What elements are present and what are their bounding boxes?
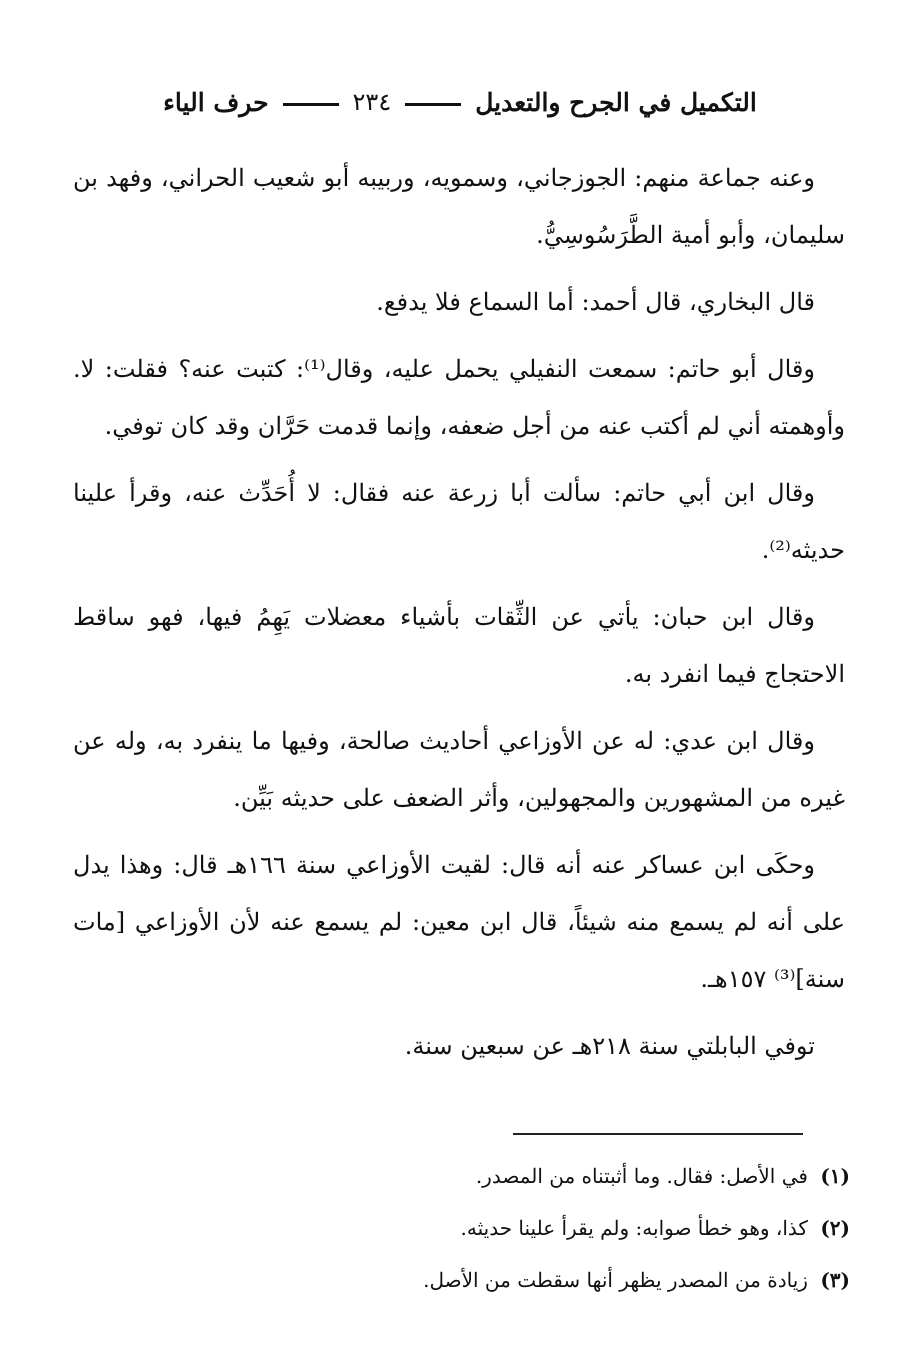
paragraph-students: وعنه جماعة منهم: الجوزجاني، وسمويه، وربيبه أبو شعيب الحراني، وفهد بن سليمان، وأبو أمية الطَّرَسُوسِيُّ.	[73, 164, 845, 249]
header-dash	[283, 103, 339, 106]
paragraph-ibn-adi: وقال ابن عدي: له عن الأوزاعي أحاديث صالحة، وفيها ما ينفرد به، وله عن غيره من المشهورين والمجهولين، وأثر الضعف على حديثه بَيِّن.	[73, 727, 845, 812]
footnote-item	[90, 1150, 850, 1202]
page-number: ٢٣٤	[352, 88, 392, 116]
paragraph-bukhari: قال البخاري، قال أحمد: أما السماع فلا يدفع.	[376, 288, 815, 316]
footnote-text: في الأصل: فقال. وما أثبتناه من المصدر.	[475, 1164, 808, 1188]
footnote-mark: (٢)	[820, 1216, 850, 1240]
paragraph-ibn-hibban: وقال ابن حبان: يأتي عن الثِّقات بأشياء معضلات يَهِمُ فيها، فهو ساقط الاحتجاج فيما انفرد به.	[73, 603, 845, 688]
main-text	[73, 150, 845, 1085]
running-header	[98, 82, 822, 122]
footnote-text: كذا، وهو خطأ صوابه: ولم يقرأ علينا حديثه.	[460, 1216, 808, 1240]
footnotes	[90, 1150, 850, 1306]
footnote-item	[90, 1202, 850, 1254]
chapter-title: حرف الياء	[163, 87, 269, 117]
paragraph-ibn-abi-hatim: وقال ابن أبي حاتم: سألت أبا زرعة عنه فقال: لا أُحَدِّث عنه، وقرأ علينا حديثه⁽²⁾.	[73, 479, 845, 564]
paragraph-death: توفي البابلتي سنة ٢١٨هـ عن سبعين سنة.	[404, 1032, 815, 1060]
paragraph-ibn-asakir: وحكَى ابن عساكر عنه أنه قال: لقيت الأوزاعي سنة ١٦٦هـ قال: وهذا يدل على أنه لم يسمع منه شيئاً، قال ابن معين: لم يسمع عنه لأن الأوزاعي [مات سنة]⁽³⁾ ١٥٧هـ.	[73, 851, 845, 993]
paragraph-abu-hatim: وقال أبو حاتم: سمعت النفيلي يحمل عليه، وقال⁽¹⁾: كتبت عنه؟ فقلت: لا. وأوهمته أني لم أكتب عنه من أجل ضعفه، وإنما قدمت حَرَّان وقد كان توفي.	[73, 355, 845, 440]
footnote-mark: (١)	[820, 1164, 850, 1188]
footnote-item	[90, 1254, 850, 1306]
footnote-divider	[513, 1133, 803, 1135]
footnote-text: زيادة من المصدر يظهر أنها سقطت من الأصل.	[423, 1268, 808, 1292]
book-title: التكميل في الجرح والتعديل	[475, 87, 757, 117]
header-dash	[405, 103, 461, 106]
footnote-mark: (٣)	[820, 1268, 850, 1292]
